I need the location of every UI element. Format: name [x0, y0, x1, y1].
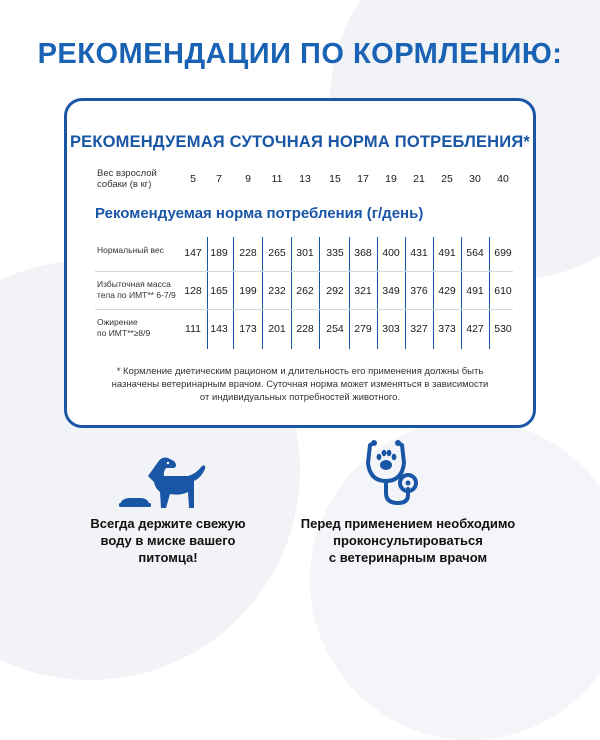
intake-value: 427: [466, 323, 484, 335]
vet-consult-line: проконсультироваться: [333, 533, 483, 548]
weight-value: 21: [413, 173, 425, 185]
intake-value: 431: [410, 247, 428, 259]
intake-value: 265: [268, 247, 286, 259]
intake-value: 254: [326, 323, 344, 335]
weight-value: 7: [216, 173, 222, 185]
vet-consult-line: Перед применением необходимо: [300, 516, 516, 531]
intake-value: 321: [354, 285, 372, 297]
intake-value: 301: [296, 247, 314, 259]
intake-value: 279: [354, 323, 372, 335]
row-label: [97, 279, 187, 301]
intake-value: 292: [326, 285, 344, 297]
weight-label: [97, 168, 187, 190]
vet-consult-text: [288, 515, 528, 566]
intake-value: 199: [239, 285, 257, 297]
intake-value: 189: [210, 247, 228, 259]
row-label: [97, 245, 187, 256]
intake-value: 610: [494, 285, 512, 297]
intake-value: 111: [185, 323, 201, 335]
intake-value: 232: [268, 285, 286, 297]
weight-value: 11: [271, 173, 283, 185]
intake-value: 165: [210, 285, 228, 297]
water-reminder-line: воду в миске вашего: [100, 533, 236, 548]
row-label-line: по ИМТ**≥8/9: [97, 328, 151, 338]
weight-value: 30: [469, 173, 481, 185]
water-reminder-line: Всегда держите свежую: [90, 516, 246, 531]
intake-value: 491: [466, 285, 484, 297]
weight-value: 15: [329, 173, 341, 185]
weight-label-line: собаки (в кг): [97, 179, 152, 190]
row-label: [97, 317, 187, 339]
intake-value: 262: [296, 285, 314, 297]
intake-value: 368: [354, 247, 372, 259]
intake-value: 429: [438, 285, 456, 297]
row-separator: [95, 271, 513, 272]
intake-value: 491: [438, 247, 456, 259]
footnote: [91, 365, 509, 404]
row-label-line: Избыточная масса: [97, 279, 171, 289]
row-separator: [95, 309, 513, 310]
intake-value: 327: [410, 323, 428, 335]
intake-value: 400: [382, 247, 400, 259]
intake-value: 143: [210, 323, 228, 335]
row-label-line: Ожирение: [97, 317, 138, 327]
weight-value: 9: [245, 173, 251, 185]
row-label-line: тела по ИМТ** 6-7/9: [97, 290, 176, 300]
intake-value: 303: [382, 323, 400, 335]
intake-value: 173: [239, 323, 257, 335]
feeding-table-card: [64, 98, 536, 428]
intake-value: 335: [326, 247, 344, 259]
card-title: РЕКОМЕНДУЕМАЯ СУТОЧНАЯ НОРМА ПОТРЕБЛЕНИЯ*: [69, 133, 531, 151]
intake-value: 373: [438, 323, 456, 335]
stethoscope-paw-icon: [360, 437, 426, 509]
intake-subtitle: Рекомендуемая норма потребления (г/день): [95, 205, 424, 222]
weight-value: 5: [190, 173, 196, 185]
dog-with-bowl-icon: [118, 452, 210, 510]
weight-value: 19: [385, 173, 397, 185]
intake-value: 376: [410, 285, 428, 297]
footnote-line: от индивидуальных потребностей животного.: [199, 392, 401, 403]
intake-value: 147: [184, 247, 202, 259]
vet-consult-line: с ветеринарным врачом: [328, 550, 488, 565]
water-reminder-line: питомца!: [138, 550, 198, 565]
weight-value: 40: [497, 173, 509, 185]
weight-value: 13: [299, 173, 311, 185]
weight-value: 17: [357, 173, 369, 185]
intake-value: 564: [466, 247, 484, 259]
intake-value: 128: [184, 285, 202, 297]
intake-value: 201: [268, 323, 286, 335]
footnote-line: назначены ветеринарным врачом. Суточная норма может изменяться в зависимости: [111, 379, 489, 390]
intake-value: 349: [382, 285, 400, 297]
page-title: РЕКОМЕНДАЦИИ ПО КОРМЛЕНИЮ:: [37, 38, 563, 70]
row-label-line: Нормальный вес: [97, 245, 164, 255]
background-swoosh: [310, 420, 600, 740]
weight-value: 25: [441, 173, 453, 185]
intake-value: 228: [239, 247, 257, 259]
water-reminder-text: [68, 515, 268, 566]
intake-value: 699: [494, 247, 512, 259]
intake-value: 228: [296, 323, 314, 335]
weight-label-line: Вес взрослой: [97, 168, 157, 179]
footnote-line: * Кормление диетическим рационом и длительность его применения должны быть: [116, 366, 484, 377]
intake-value: 530: [494, 323, 512, 335]
